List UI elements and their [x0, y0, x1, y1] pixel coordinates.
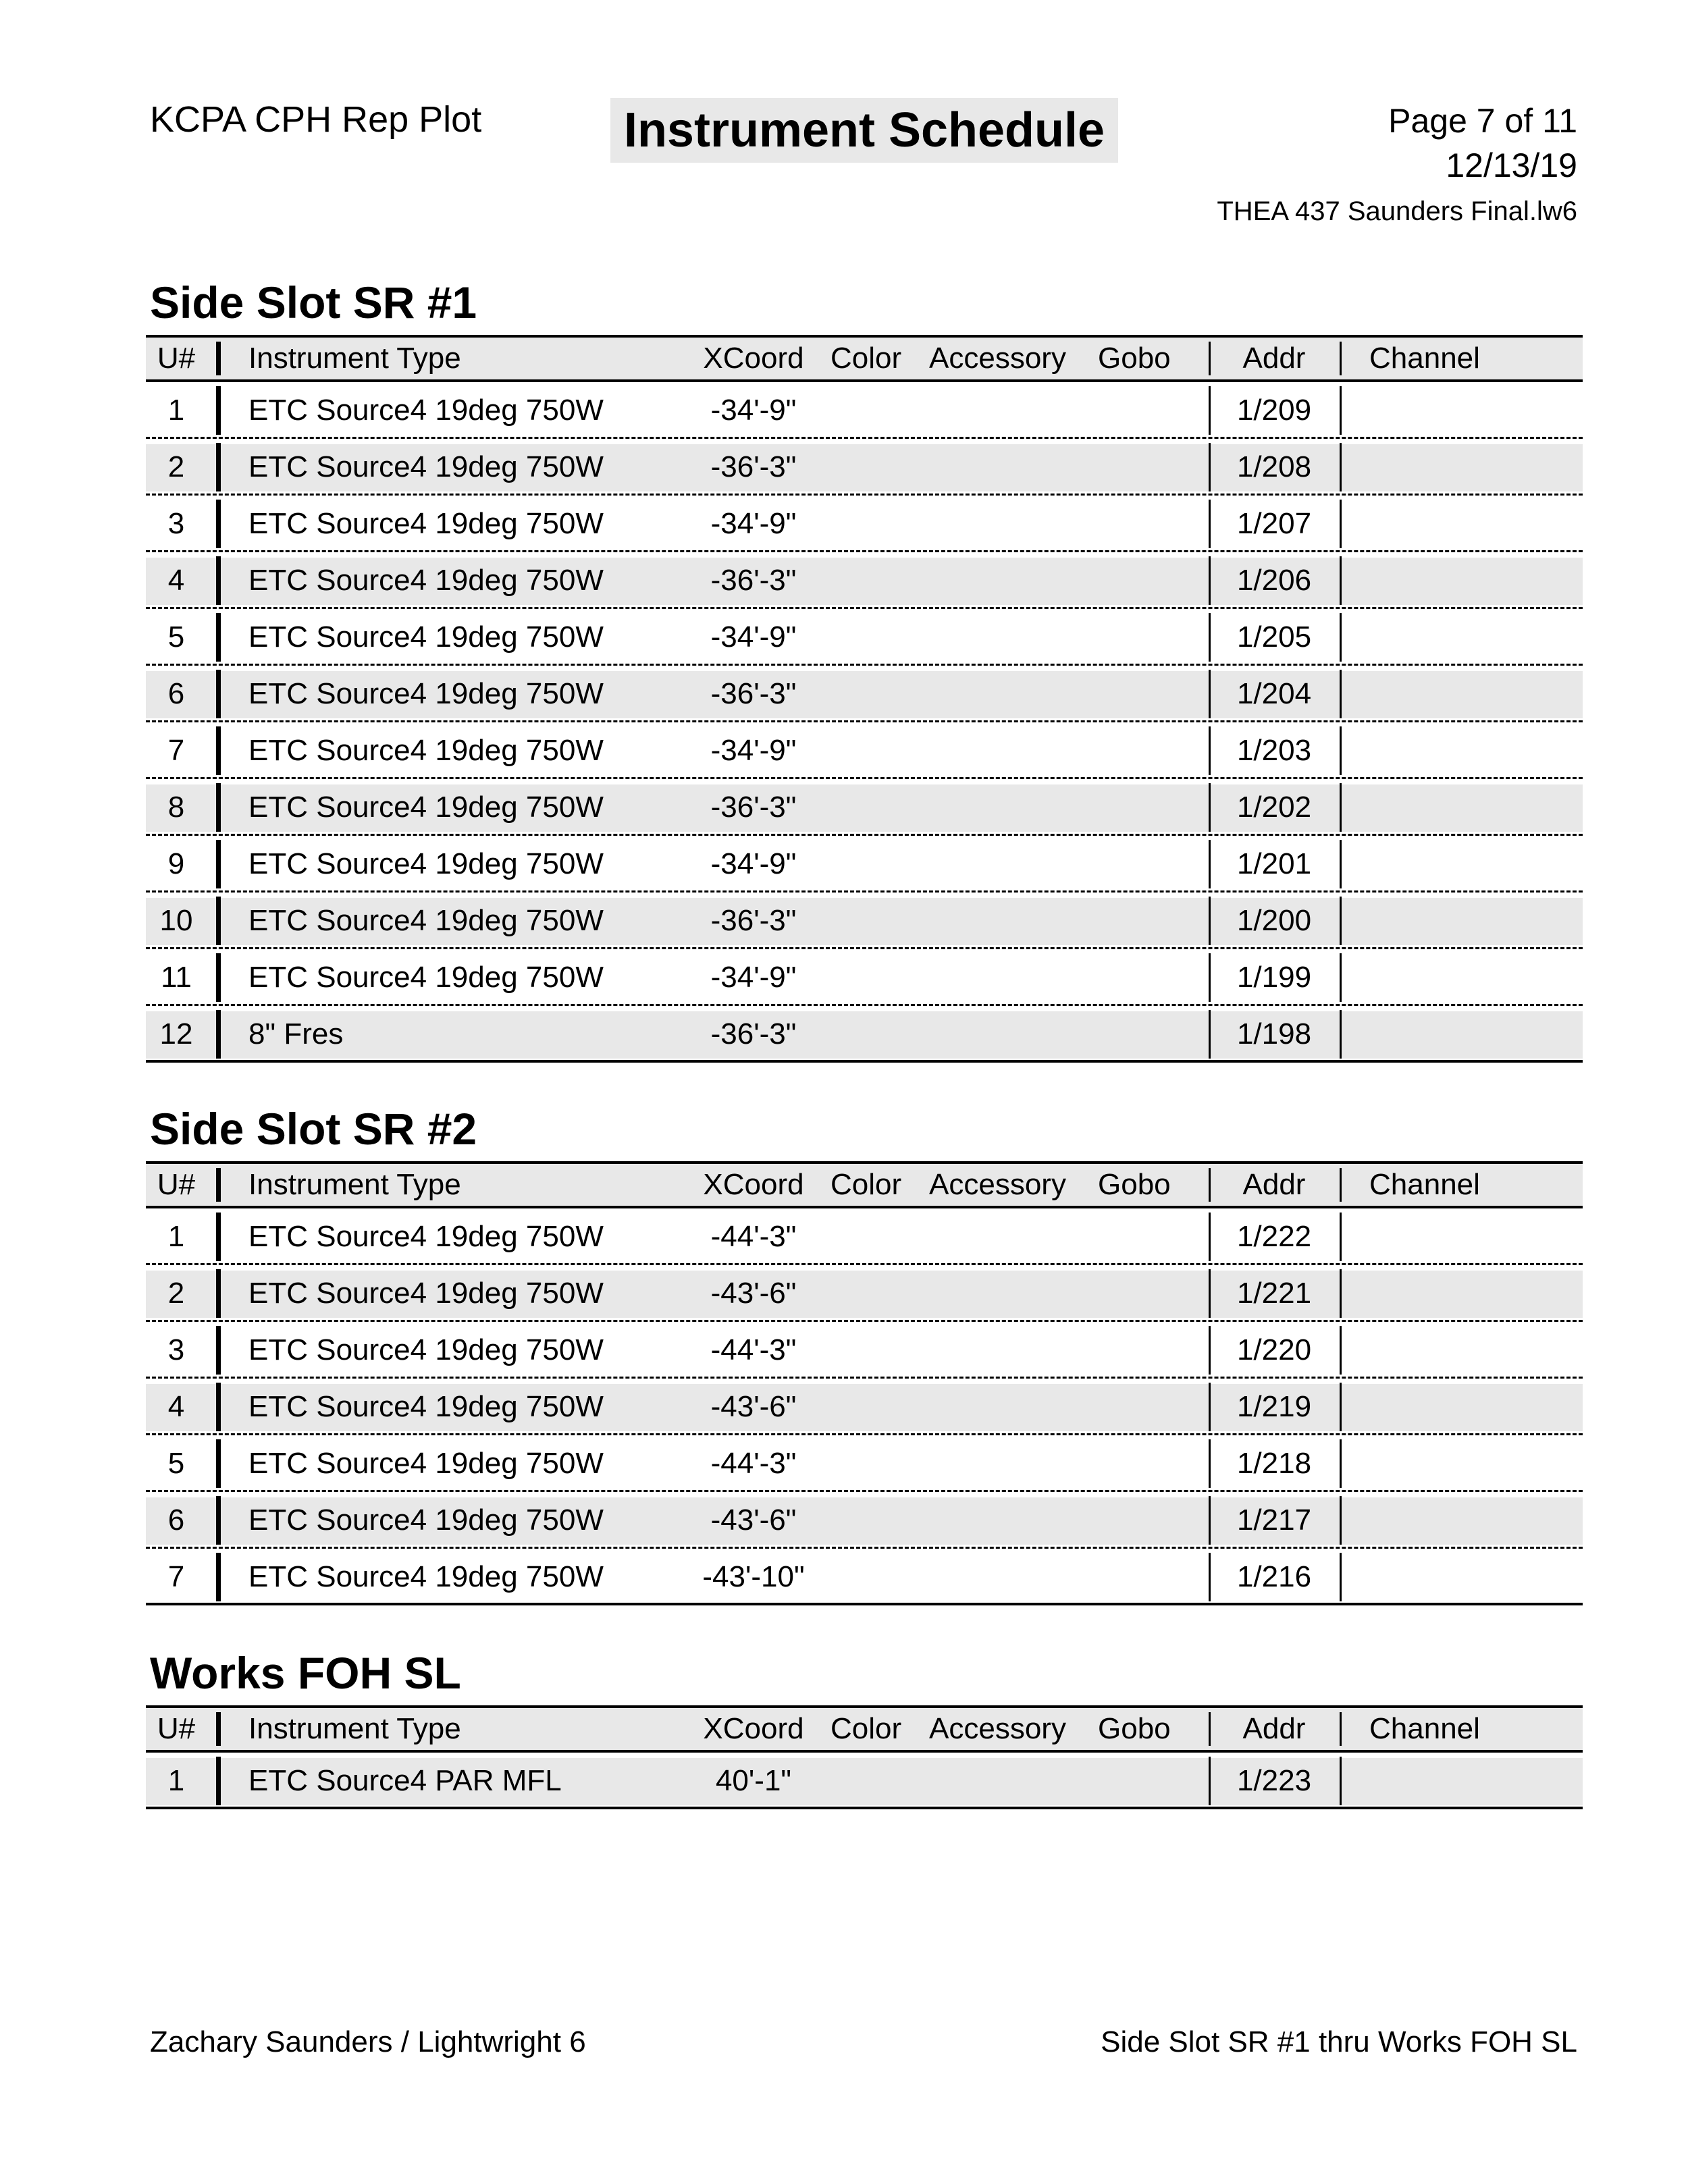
unit-number: 2	[167, 1277, 185, 1310]
channel-divider	[1340, 1439, 1342, 1488]
unit-divider	[216, 1010, 221, 1059]
instrument-type: ETC Source4 19deg 750W	[248, 1560, 604, 1593]
unit-number: 1	[167, 394, 185, 427]
table-row	[146, 552, 1583, 609]
instrument-type: ETC Source4 19deg 750W	[248, 1503, 604, 1537]
x-coordinate: -36'-3"	[710, 564, 797, 597]
table-row	[146, 609, 1583, 666]
channel-divider	[1340, 1383, 1342, 1431]
unit-divider	[216, 1168, 221, 1202]
x-coordinate: -44'-3"	[710, 1447, 797, 1480]
table-header-row	[146, 1161, 1583, 1208]
addr-divider	[1209, 1269, 1211, 1318]
instrument-type: ETC Source4 19deg 750W	[248, 734, 604, 767]
instrument-type: ETC Source4 19deg 750W	[248, 507, 604, 540]
table-header-row	[146, 1705, 1583, 1753]
instrument-type: ETC Source4 19deg 750W	[248, 1333, 604, 1366]
dimmer-address: 1/219	[1236, 1390, 1312, 1423]
unit-divider	[216, 1439, 221, 1488]
x-coordinate: -43'-6"	[710, 1277, 797, 1310]
table-row	[146, 893, 1583, 949]
addr-divider	[1209, 670, 1211, 718]
col-xcoord-header: XCoord	[703, 1712, 804, 1745]
unit-divider	[216, 840, 221, 888]
page-title: Instrument Schedule	[610, 98, 1118, 163]
channel-divider	[1340, 670, 1342, 718]
row-separator	[146, 1603, 1583, 1605]
unit-number: 10	[159, 904, 193, 937]
channel-divider	[1340, 1757, 1342, 1805]
instrument-type: ETC Source4 19deg 750W	[248, 677, 604, 710]
col-xcoord-header: XCoord	[703, 342, 804, 375]
col-addr-header: Addr	[1242, 342, 1306, 375]
table-row	[146, 666, 1583, 722]
channel-divider	[1340, 613, 1342, 662]
channel-divider	[1340, 783, 1342, 832]
x-coordinate: -34'-9"	[710, 734, 797, 767]
addr-divider	[1209, 500, 1211, 548]
col-xcoord-header: XCoord	[703, 1168, 804, 1201]
unit-number: 4	[167, 564, 185, 597]
table-row	[146, 1435, 1583, 1492]
x-coordinate: -43'-6"	[710, 1390, 797, 1423]
addr-divider	[1209, 1213, 1211, 1261]
table-row	[146, 439, 1583, 496]
unit-number: 8	[167, 791, 185, 824]
channel-divider	[1340, 1712, 1342, 1746]
channel-divider	[1340, 1496, 1342, 1545]
channel-divider	[1340, 1010, 1342, 1059]
unit-divider	[216, 556, 221, 605]
channel-divider	[1340, 342, 1342, 375]
x-coordinate: -44'-3"	[710, 1220, 797, 1253]
table-row	[146, 496, 1583, 552]
addr-divider	[1209, 443, 1211, 491]
unit-number: 3	[167, 1333, 185, 1366]
col-color-header: Color	[830, 1712, 902, 1745]
table-row	[146, 1265, 1583, 1322]
x-coordinate: 40'-1"	[715, 1764, 792, 1797]
unit-divider	[216, 1757, 221, 1805]
instrument-type: ETC Source4 19deg 750W	[248, 1277, 604, 1310]
dimmer-address: 1/202	[1236, 791, 1312, 824]
section-title: Side Slot SR #2	[150, 1104, 477, 1154]
channel-divider	[1340, 500, 1342, 548]
col-gobo-header: Gobo	[1098, 342, 1171, 375]
instrument-type: ETC Source4 19deg 750W	[248, 961, 604, 994]
dimmer-address: 1/204	[1236, 677, 1312, 710]
row-separator	[146, 1807, 1583, 1809]
x-coordinate: -34'-9"	[710, 394, 797, 427]
unit-divider	[216, 1553, 221, 1601]
col-type-header: Instrument Type	[248, 1168, 461, 1201]
unit-divider	[216, 613, 221, 662]
dimmer-address: 1/205	[1236, 620, 1312, 654]
x-coordinate: -34'-9"	[710, 620, 797, 654]
page-number: Page 7 of 11	[1388, 102, 1577, 140]
addr-divider	[1209, 1439, 1211, 1488]
dimmer-address: 1/198	[1236, 1017, 1312, 1050]
channel-divider	[1340, 1269, 1342, 1318]
instrument-type: ETC Source4 19deg 750W	[248, 450, 604, 483]
print-date: 12/13/19	[1446, 147, 1577, 184]
col-gobo-header: Gobo	[1098, 1712, 1171, 1745]
unit-divider	[216, 670, 221, 718]
instrument-type: ETC Source4 19deg 750W	[248, 564, 604, 597]
dimmer-address: 1/221	[1236, 1277, 1312, 1310]
x-coordinate: -43'-10"	[702, 1560, 805, 1593]
x-coordinate: -36'-3"	[710, 1017, 797, 1050]
addr-divider	[1209, 897, 1211, 945]
x-coordinate: -43'-6"	[710, 1503, 797, 1537]
instrument-table	[146, 1161, 1583, 1605]
channel-divider	[1340, 1168, 1342, 1202]
unit-number: 12	[159, 1017, 193, 1050]
table-row	[146, 1379, 1583, 1435]
row-shading	[146, 1011, 1583, 1059]
instrument-type: ETC Source4 19deg 750W	[248, 904, 604, 937]
unit-number: 1	[167, 1220, 185, 1253]
channel-divider	[1340, 443, 1342, 491]
unit-number: 5	[167, 620, 185, 654]
channel-divider	[1340, 386, 1342, 435]
addr-divider	[1209, 1757, 1211, 1805]
addr-divider	[1209, 1383, 1211, 1431]
col-addr-header: Addr	[1242, 1168, 1306, 1201]
file-name: THEA 437 Saunders Final.lw6	[1217, 196, 1577, 226]
row-separator	[146, 1060, 1583, 1063]
unit-number: 6	[167, 1503, 185, 1537]
addr-divider	[1209, 386, 1211, 435]
dimmer-address: 1/223	[1236, 1764, 1312, 1797]
unit-divider	[216, 342, 221, 375]
channel-divider	[1340, 1326, 1342, 1375]
col-type-header: Instrument Type	[248, 342, 461, 375]
instrument-type: ETC Source4 19deg 750W	[248, 1447, 604, 1480]
channel-divider	[1340, 1553, 1342, 1601]
unit-divider	[216, 783, 221, 832]
addr-divider	[1209, 1496, 1211, 1545]
table-row	[146, 1006, 1583, 1063]
unit-number: 7	[167, 1560, 185, 1593]
unit-divider	[216, 500, 221, 548]
col-unit-header: U#	[157, 1712, 196, 1745]
dimmer-address: 1/206	[1236, 564, 1312, 597]
unit-divider	[216, 386, 221, 435]
table-row	[146, 1753, 1583, 1809]
x-coordinate: -36'-3"	[710, 450, 797, 483]
col-channel-header: Channel	[1369, 1168, 1480, 1201]
instrument-type: ETC Source4 19deg 750W	[248, 791, 604, 824]
table-row	[146, 1322, 1583, 1379]
col-accessory-header: Accessory	[929, 1712, 1066, 1745]
addr-divider	[1209, 1712, 1211, 1746]
unit-number: 3	[167, 507, 185, 540]
footer-author: Zachary Saunders / Lightwright 6	[150, 2025, 586, 2058]
dimmer-address: 1/217	[1236, 1503, 1312, 1537]
col-unit-header: U#	[157, 342, 196, 375]
table-row	[146, 722, 1583, 779]
unit-divider	[216, 1496, 221, 1545]
footer-range: Side Slot SR #1 thru Works FOH SL	[1101, 2025, 1577, 2058]
section-title: Works FOH SL	[150, 1648, 461, 1698]
col-gobo-header: Gobo	[1098, 1168, 1171, 1201]
unit-number: 4	[167, 1390, 185, 1423]
channel-divider	[1340, 726, 1342, 775]
channel-divider	[1340, 897, 1342, 945]
x-coordinate: -34'-9"	[710, 507, 797, 540]
addr-divider	[1209, 726, 1211, 775]
instrument-type: ETC Source4 19deg 750W	[248, 847, 604, 880]
unit-divider	[216, 1269, 221, 1318]
unit-number: 11	[161, 961, 192, 994]
unit-number: 6	[167, 677, 185, 710]
unit-divider	[216, 897, 221, 945]
table-row	[146, 779, 1583, 836]
addr-divider	[1209, 1168, 1211, 1202]
table-header-row	[146, 335, 1583, 382]
dimmer-address: 1/220	[1236, 1333, 1312, 1366]
unit-divider	[216, 1712, 221, 1746]
table-row	[146, 1208, 1583, 1265]
addr-divider	[1209, 342, 1211, 375]
dimmer-address: 1/222	[1236, 1220, 1312, 1253]
col-accessory-header: Accessory	[929, 1168, 1066, 1201]
instrument-table	[146, 335, 1583, 1063]
unit-number: 2	[167, 450, 185, 483]
table-row	[146, 836, 1583, 893]
channel-divider	[1340, 840, 1342, 888]
unit-number: 5	[167, 1447, 185, 1480]
col-addr-header: Addr	[1242, 1712, 1306, 1745]
addr-divider	[1209, 556, 1211, 605]
table-row	[146, 382, 1583, 439]
addr-divider	[1209, 1326, 1211, 1375]
dimmer-address: 1/218	[1236, 1447, 1312, 1480]
section-title: Side Slot SR #1	[150, 277, 477, 327]
dimmer-address: 1/208	[1236, 450, 1312, 483]
col-accessory-header: Accessory	[929, 342, 1066, 375]
col-color-header: Color	[830, 342, 902, 375]
x-coordinate: -44'-3"	[710, 1333, 797, 1366]
col-channel-header: Channel	[1369, 1712, 1480, 1745]
unit-divider	[216, 1383, 221, 1431]
unit-number: 9	[167, 847, 185, 880]
addr-divider	[1209, 1553, 1211, 1601]
table-row	[146, 949, 1583, 1006]
x-coordinate: -36'-3"	[710, 904, 797, 937]
x-coordinate: -34'-9"	[710, 847, 797, 880]
addr-divider	[1209, 613, 1211, 662]
x-coordinate: -36'-3"	[710, 677, 797, 710]
dimmer-address: 1/201	[1236, 847, 1312, 880]
table-row	[146, 1492, 1583, 1549]
instrument-table	[146, 1705, 1583, 1809]
dimmer-address: 1/200	[1236, 904, 1312, 937]
addr-divider	[1209, 783, 1211, 832]
instrument-type: ETC Source4 19deg 750W	[248, 1390, 604, 1423]
channel-divider	[1340, 953, 1342, 1002]
addr-divider	[1209, 840, 1211, 888]
col-color-header: Color	[830, 1168, 902, 1201]
dimmer-address: 1/209	[1236, 394, 1312, 427]
dimmer-address: 1/203	[1236, 734, 1312, 767]
channel-divider	[1340, 1213, 1342, 1261]
col-unit-header: U#	[157, 1168, 196, 1201]
dimmer-address: 1/199	[1236, 961, 1312, 994]
dimmer-address: 1/216	[1236, 1560, 1312, 1593]
unit-number: 7	[167, 734, 185, 767]
instrument-type: ETC Source4 PAR MFL	[248, 1764, 562, 1797]
unit-divider	[216, 443, 221, 491]
unit-divider	[216, 1213, 221, 1261]
instrument-type: ETC Source4 19deg 750W	[248, 394, 604, 427]
col-type-header: Instrument Type	[248, 1712, 461, 1745]
instrument-type: ETC Source4 19deg 750W	[248, 620, 604, 654]
unit-divider	[216, 953, 221, 1002]
unit-divider	[216, 726, 221, 775]
instrument-type: 8" Fres	[248, 1017, 344, 1050]
x-coordinate: -34'-9"	[710, 961, 797, 994]
addr-divider	[1209, 953, 1211, 1002]
addr-divider	[1209, 1010, 1211, 1059]
col-channel-header: Channel	[1369, 342, 1480, 375]
table-row	[146, 1549, 1583, 1605]
x-coordinate: -36'-3"	[710, 791, 797, 824]
instrument-type: ETC Source4 19deg 750W	[248, 1220, 604, 1253]
unit-number: 1	[167, 1764, 185, 1797]
unit-divider	[216, 1326, 221, 1375]
dimmer-address: 1/207	[1236, 507, 1312, 540]
channel-divider	[1340, 556, 1342, 605]
page-info	[1217, 99, 1577, 235]
plot-name: KCPA CPH Rep Plot	[150, 99, 482, 140]
